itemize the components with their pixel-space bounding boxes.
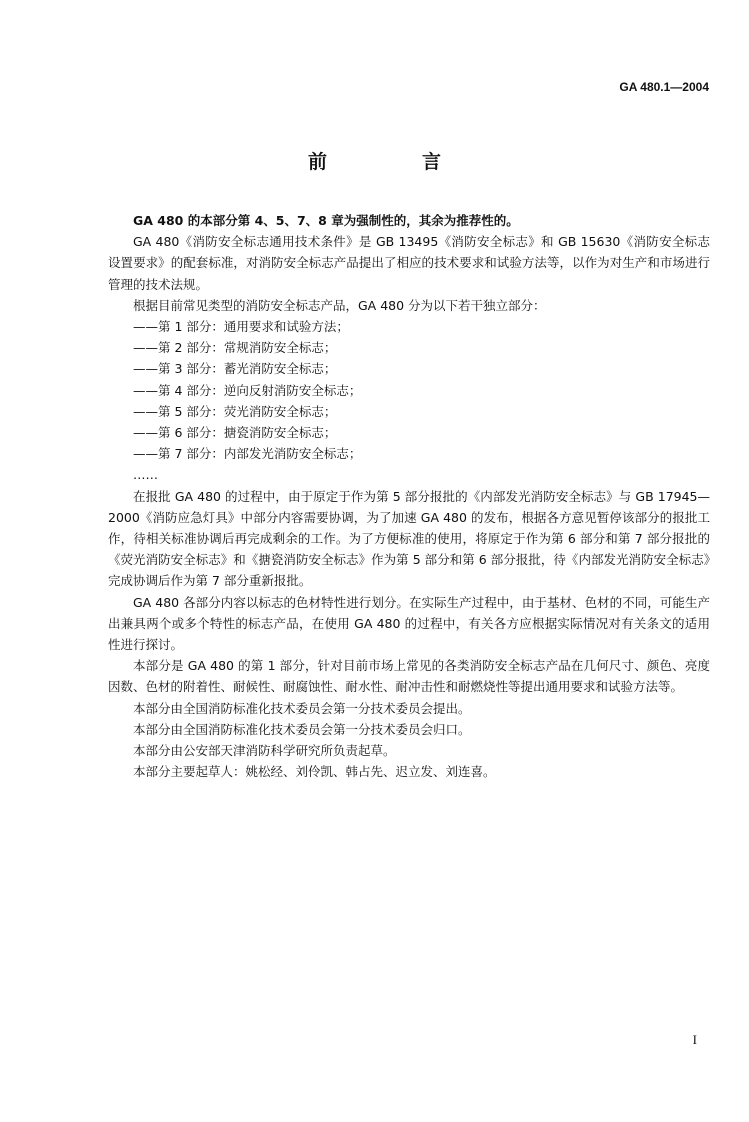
list-item: ——第 2 部分：常规消防安全标志；	[133, 340, 337, 356]
paragraph: 本部分由公安部天津消防科学研究所负责起草。	[133, 743, 396, 759]
paragraph: 本部分由全国消防标准化技术委员会第一分技术委员会归口。	[133, 721, 471, 737]
paragraph: 在报批 GA 480 的过程中，由于原定于作为第 5 部分报批的《内部发光消防安全标志》与 GB 17945—2000《消防应急灯具》中部分内容需要协调，为了加速 GA 480 的发布，根据各方意见暂停该部分的报批工作，待相关标准协调后再完成剩余的工作。为了方便标准的使用，将原定于作为第 6 部分和第 7 部分报批的《荧光消防安全标志》和《搪瓷消防安全标志》作为第 5 部分和第 6 部分报批，待《内部发光消防安全标志》完成协调后作为第 7 部分重新报批。	[108, 488, 710, 589]
list-item: ——第 7 部分：内部发光消防安全标志；	[133, 446, 362, 462]
list-item: ——第 1 部分：通用要求和试验方法；	[133, 319, 349, 335]
page-number: I	[692, 1032, 697, 1047]
mandatory-statement: GA 480 的本部分第 4、5、7、8 章为强制性的，其余为推荐性的。	[133, 213, 519, 228]
paragraph: 本部分是 GA 480 的第 1 部分，针对目前市场上常见的各类消防安全标志产品在几何尺寸、颜色、亮度因数、色材的附着性、耐候性、耐腐蚀性、耐水性、耐冲击性和耐燃烧性等提出通用要求和试验方法等。	[108, 658, 710, 695]
list-item: ——第 6 部分：搪瓷消防安全标志；	[133, 425, 337, 441]
list-ellipsis: ……	[133, 467, 158, 483]
paragraph: 本部分主要起草人：姚松经、刘伶凯、韩占先、迟立发、刘连喜。	[133, 764, 496, 780]
paragraph: 根据目前常见类型的消防安全标志产品，GA 480 分为以下若干独立部分：	[133, 297, 546, 313]
list-item: ——第 5 部分：荧光消防安全标志；	[133, 403, 337, 419]
paragraph: GA 480《消防安全标志通用技术条件》是 GB 13495《消防安全标志》和 GB 15630《消防安全标志设置要求》的配套标准，对消防安全标志产品提出了相应的技术要求和试验方法等，以作为对生产和市场进行管理的技术法规。	[108, 234, 710, 292]
standard-code: GA 480.1—2004	[619, 80, 709, 94]
list-item: ——第 4 部分：逆向反射消防安全标志；	[133, 382, 362, 398]
list-item: ——第 3 部分：蓄光消防安全标志；	[133, 361, 337, 377]
body-text	[108, 210, 710, 782]
page-title: 前 言	[307, 151, 479, 173]
paragraph: GA 480 各部分内容以标志的色材特性进行划分。在实际生产过程中，由于基材、色材的不同，可能生产出兼具两个或多个特性的标志产品，在使用 GA 480 的过程中，有关各方应根据实际情况对有关条文的适用性进行探讨。	[108, 594, 710, 653]
paragraph: 本部分由全国消防标准化技术委员会第一分技术委员会提出。	[133, 700, 471, 716]
